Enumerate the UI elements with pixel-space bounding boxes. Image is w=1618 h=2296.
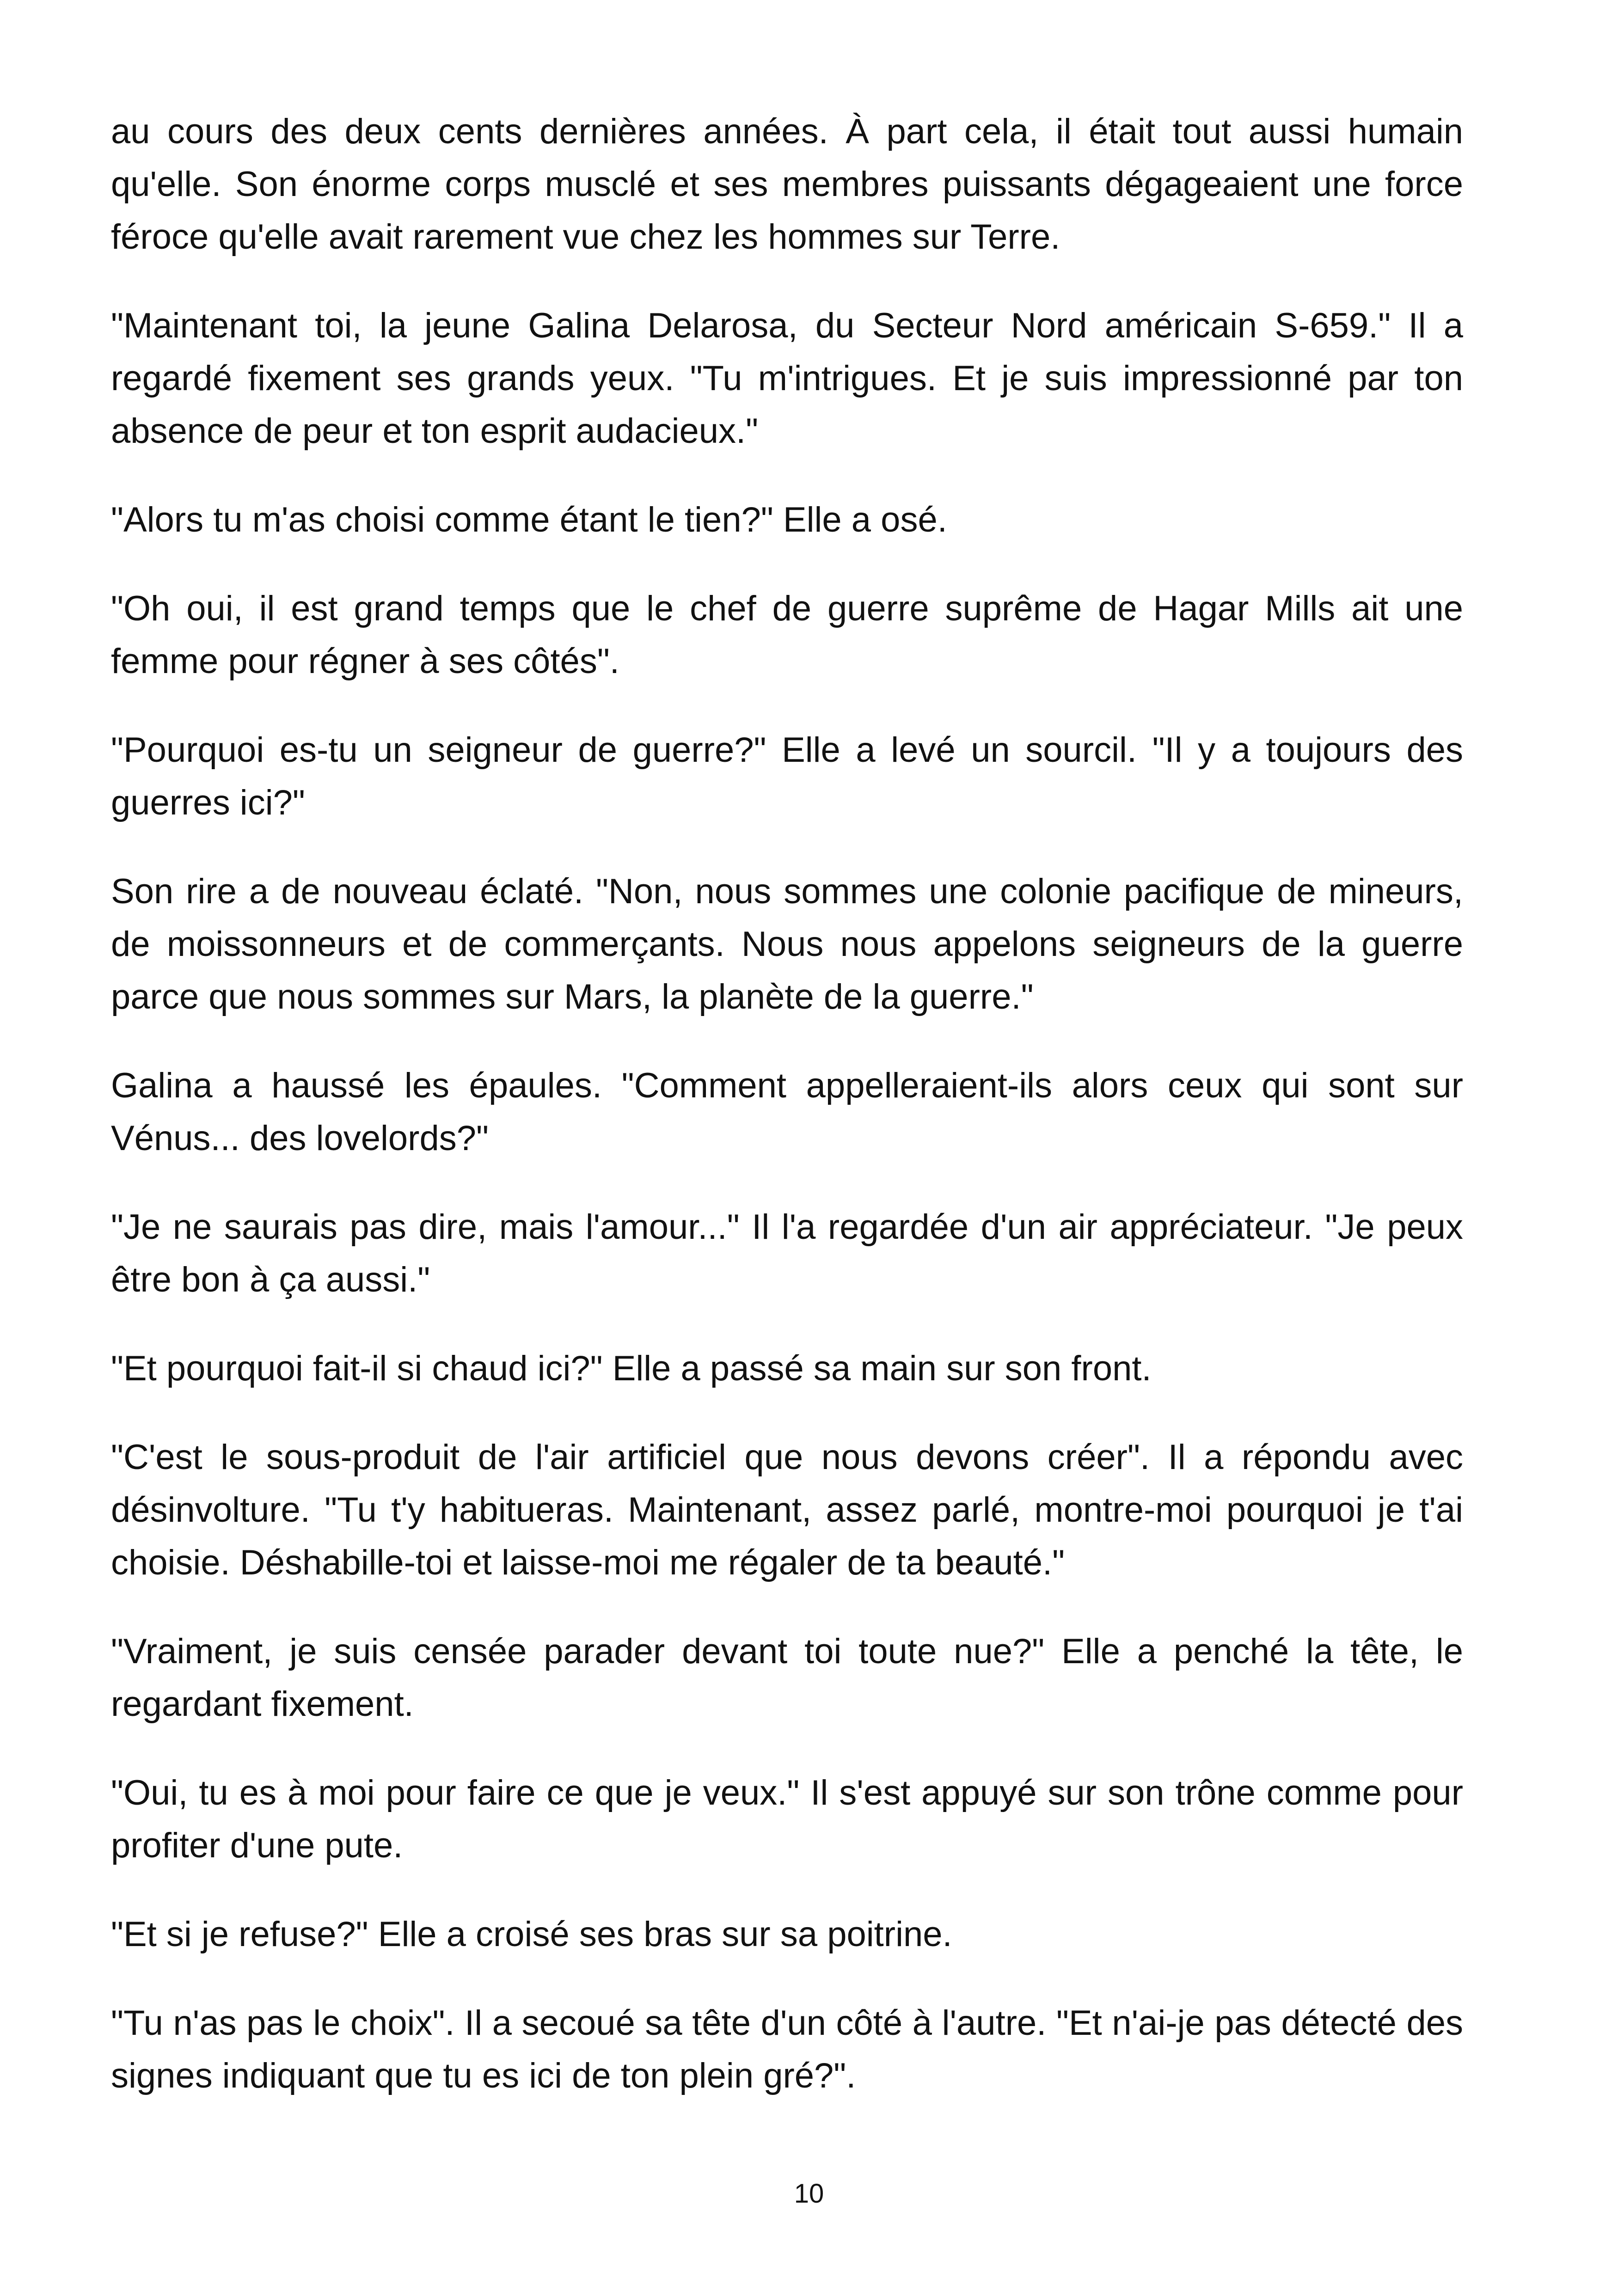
paragraph: "Vraiment, je suis censée parader devant toi toute nue?" Elle a penché la tête, le regardant fixement. [111, 1632, 1463, 1724]
paragraph: "C'est le sous-produit de l'air artificiel que nous devons créer". Il a répondu avec désinvolture. "Tu t'y habitueras. Maintenant, assez parlé, montre-moi pourquoi je t'ai choisie. Déshabille-toi et laisse-moi me régaler de ta beauté." [111, 1438, 1463, 1582]
paragraph: Galina a haussé les épaules. "Comment appelleraient-ils alors ceux qui sont sur Vénus... des lovelords?" [111, 1066, 1463, 1158]
page-number: 10 [794, 2179, 824, 2209]
paragraph: Son rire a de nouveau éclaté. "Non, nous sommes une colonie pacifique de mineurs, de moissonneurs et de commerçants. Nous nous appelons seigneurs de la guerre parce que nous sommes sur Mars, la planète de la guerre." [111, 872, 1463, 1016]
paragraph: "Je ne saurais pas dire, mais l'amour..." Il l'a regardée d'un air appréciateur. "Je peux être bon à ça aussi." [111, 1207, 1463, 1299]
paragraph: "Pourquoi es-tu un seigneur de guerre?" Elle a levé un sourcil. "Il y a toujours des guerres ici?" [111, 730, 1463, 822]
paragraph: "Oh oui, il est grand temps que le chef de guerre suprême de Hagar Mills ait une femme pour régner à ses côtés". [111, 589, 1463, 681]
paragraph: "Maintenant toi, la jeune Galina Delarosa, du Secteur Nord américain S-659." Il a regardé fixement ses grands yeux. "Tu m'intrigues. Et je suis impressionné par ton absence de peur et ton esprit audacieux." [111, 306, 1463, 451]
paragraph: "Alors tu m'as choisi comme étant le tien?" Elle a osé. [111, 500, 947, 539]
paragraph: "Oui, tu es à moi pour faire ce que je veux." Il s'est appuyé sur son trône comme pour profiter d'une pute. [111, 1773, 1463, 1865]
paragraph: "Et si je refuse?" Elle a croisé ses bras sur sa poitrine. [111, 1915, 952, 1954]
paragraph: "Tu n'as pas le choix". Il a secoué sa tête d'un côté à l'autre. "Et n'ai-je pas détecté des signes indiquant que tu es ici de ton plein gré?". [111, 2003, 1463, 2095]
paragraph: "Et pourquoi fait-il si chaud ici?" Elle a passé sa main sur son front. [111, 1349, 1152, 1388]
body-text [111, 105, 1463, 2138]
paragraph: au cours des deux cents dernières années. À part cela, il était tout aussi humain qu'elle. Son énorme corps musclé et ses membres puissants dégageaient une force féroce qu'elle avait rarement vue chez les hommes sur Terre. [111, 112, 1463, 257]
